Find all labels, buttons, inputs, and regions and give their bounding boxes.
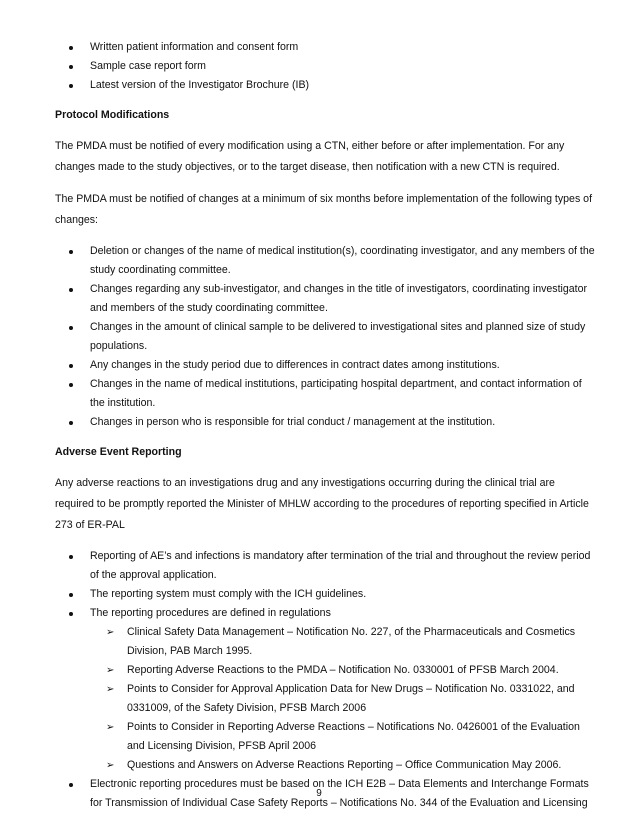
bullet-icon xyxy=(69,593,73,597)
list-item: ➢ Clinical Safety Data Management – Notification No. 227, of the Pharmaceuticals and Cosmetics Division, PAB March 1995. xyxy=(90,623,595,661)
bullet-icon xyxy=(69,783,73,787)
bullet-icon xyxy=(69,364,73,368)
list-item: ➢ Questions and Answers on Adverse Reactions Reporting – Office Communication May 2006. xyxy=(90,756,595,775)
bullet-icon xyxy=(69,383,73,387)
list-item: ➢ Reporting Adverse Reactions to the PMDA – Notification No. 0330001 of PFSB March 2004. xyxy=(90,661,595,680)
list-item: Electronic reporting procedures must be based on the ICH E2B – Data Elements and Interchange Formats for Transmission of Individual Case Safety Reports – Notifications No. 344 of the Evaluation and Licensing xyxy=(55,775,595,813)
adverse-paragraph: Any adverse reactions to an investigations drug and any investigations occurring during the clinical trial are required to be promptly reported the Minister of MHLW according to the procedures of reporting specified in Article 273 of ER-PAL xyxy=(55,477,589,531)
page-content xyxy=(55,38,595,824)
top-bullet-list xyxy=(55,38,595,95)
arrow-bullet-icon: ➢ xyxy=(106,684,115,695)
bullet-icon xyxy=(69,555,73,559)
list-item: Changes in person who is responsible for trial conduct / management at the institution. xyxy=(55,413,595,432)
arrow-bullet-icon: ➢ xyxy=(106,760,115,771)
bullet-icon xyxy=(69,288,73,292)
regulation-sub-list xyxy=(90,623,595,775)
protocol-paragraph-1: The PMDA must be notified of every modification using a CTN, either before or after implementation. For any changes made to the study objectives, or to the target disease, then notification with a new CTN is required. xyxy=(55,140,565,173)
bullet-icon xyxy=(69,326,73,330)
adverse-bullet-list xyxy=(55,547,595,813)
bullet-icon xyxy=(69,612,73,616)
list-item: Changes regarding any sub-investigator, and changes in the title of investigators, coordinating investigator and members of the study coordinating committee. xyxy=(55,280,595,318)
bullet-icon xyxy=(69,65,73,69)
list-item: The reporting system must comply with the ICH guidelines. xyxy=(55,585,595,604)
list-item: Reporting of AE’s and infections is mandatory after termination of the trial and throughout the review period of the approval application. xyxy=(55,547,595,585)
list-item: ➢ Points to Consider in Reporting Adverse Reactions – Notifications No. 0426001 of the Evaluation and Licensing Division, PFSB April 2006 xyxy=(90,718,595,756)
list-item: Changes in the amount of clinical sample to be delivered to investigational sites and planned size of study populations. xyxy=(55,318,595,356)
bullet-icon xyxy=(69,250,73,254)
protocol-paragraph-2: The PMDA must be notified of changes at a minimum of six months before implementation of the following types of changes: xyxy=(55,193,593,226)
arrow-bullet-icon: ➢ xyxy=(106,665,115,676)
arrow-bullet-icon: ➢ xyxy=(106,722,115,733)
bullet-icon xyxy=(69,421,73,425)
list-item: Written patient information and consent form xyxy=(55,38,595,57)
list-item: Sample case report form xyxy=(55,57,595,76)
page-number: 9 xyxy=(316,788,322,799)
protocol-bullet-list xyxy=(55,242,595,432)
list-item: Latest version of the Investigator Brochure (IB) xyxy=(55,76,595,95)
list-item: Any changes in the study period due to differences in contract dates among institutions. xyxy=(55,356,595,375)
list-item: The reporting procedures are defined in regulations ➢ Clinical Safety Data Management – Notification No. 227, of the Pharmaceuticals and Cosmetics Division, PAB March 1995. ➢ Reporting Adverse Reactions to the PMDA – Notification No. 0330001 of PFSB March 2004. ➢ Points to Consider for Approval Application Data for New Drugs – Notification No. 0331022, and 0331009, of the Safety Division, PFSB March 2006 ➢ Points to Consider in Reporting Adverse Reactions – Notifications No. 0426001 of the Evaluation and Licensing Division, PFSB April 2006 ➢ Questions and Answers on Adverse Reactions Reporting – Office Communication May 2006. xyxy=(55,604,595,775)
arrow-bullet-icon: ➢ xyxy=(106,627,115,638)
bullet-icon xyxy=(69,84,73,88)
list-item: ➢ Points to Consider for Approval Application Data for New Drugs – Notification No. 0331022, and 0331009, of the Safety Division, PFSB March 2006 xyxy=(90,680,595,718)
protocol-heading: Protocol Modifications xyxy=(55,109,170,121)
list-item: Changes in the name of medical institutions, participating hospital department, and contact information of the institution. xyxy=(55,375,595,413)
adverse-heading: Adverse Event Reporting xyxy=(55,446,182,458)
list-item: Deletion or changes of the name of medical institution(s), coordinating investigator, and any members of the study coordinating committee. xyxy=(55,242,595,280)
bullet-icon xyxy=(69,46,73,50)
